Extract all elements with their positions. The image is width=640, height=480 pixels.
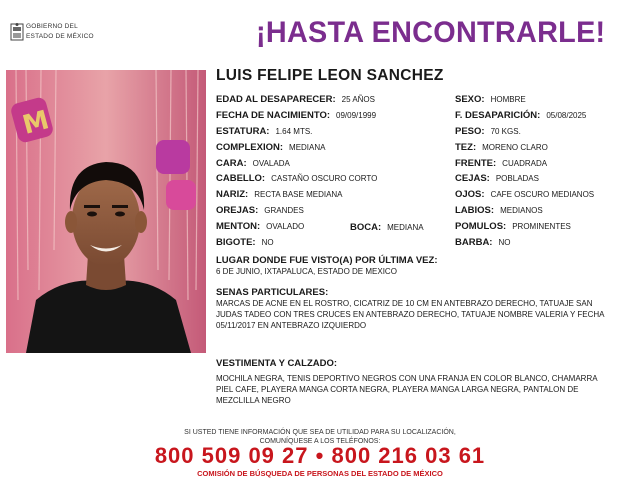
field-value: HOMBRE: [490, 95, 526, 104]
field-value: CUADRADA: [502, 159, 548, 168]
person-name: LUIS FELIPE LEON SANCHEZ: [216, 67, 444, 84]
field-label: CEJAS:: [455, 173, 490, 184]
government-label-line2: ESTADO DE MÉXICO: [26, 33, 94, 40]
field-eyes: [455, 189, 594, 200]
field-label: BOCA:: [350, 222, 382, 233]
clothing-title: VESTIMENTA Y CALZADO:: [216, 358, 338, 369]
field-value: POBLADAS: [495, 174, 539, 183]
field-label: BIGOTE:: [216, 237, 256, 248]
field-value: PROMINENTES: [512, 222, 571, 231]
field-label: FRENTE:: [455, 158, 497, 169]
field-label: OREJAS:: [216, 205, 259, 216]
phone-numbers: [0, 443, 640, 469]
last-seen-text: 6 DE JUNIO, IXTAPALUCA, ESTADO DE MEXICO: [216, 267, 397, 276]
field-value: NO: [261, 238, 274, 247]
field-beard: [455, 237, 510, 248]
field-eyebrows: [455, 173, 539, 184]
field-value: CAFE OSCURO MEDIANOS: [490, 190, 595, 199]
marks-text: MARCAS DE ACNE EN EL ROSTRO, CICATRIZ DE 10 CM EN ANTEBRAZO DERECHO, TATUAJE SAN JUDAS TADEO CON TRES CRUCES EN ANTEBRAZO DERECHO, TATUAJE NOMBRE VALERIA Y FECHA 05/11/2017 EN ANTEBRAZO IZQUIERDO: [216, 299, 605, 330]
field-mouth: [350, 222, 424, 233]
field-sex: [455, 94, 526, 105]
field-birthdate: [216, 110, 376, 121]
phone-number-1: 800 509 09 27: [154, 443, 309, 468]
field-hair: [216, 173, 377, 184]
field-label: ESTATURA:: [216, 126, 270, 137]
clothing-text: MOCHILA NEGRA, TENIS DEPORTIVO NEGROS CON UNA FRANJA EN COLOR BLANCO, CHAMARRA PIEL CAFE, PLAYERA MANGA CORTA NEGRA, PLAYERA MANGA LARGA NEGRA, PANTALON DE MEZCLILLA NEGRO: [216, 374, 598, 405]
field-age: [216, 94, 375, 105]
field-lips: [455, 205, 543, 216]
field-value: MEDIANA: [289, 143, 326, 152]
last-seen-title: LUGAR DONDE FUE VISTO(A) POR ÚLTIMA VEZ:: [216, 255, 438, 266]
field-label: F. DESAPARICIÓN:: [455, 110, 541, 121]
contact-note-line1: SI USTED TIENE INFORMACIÓN QUE SEA DE UTILIDAD PARA SU LOCALIZACIÓN,: [184, 429, 456, 436]
field-height: [216, 126, 312, 137]
field-value: MEDIANA: [387, 223, 424, 232]
field-value: RECTA BASE MEDIANA: [254, 190, 343, 199]
field-nose: [216, 189, 343, 200]
field-value: OVALADA: [252, 159, 290, 168]
field-value: 1.64 MTS.: [275, 127, 313, 136]
field-moustache: [216, 237, 274, 248]
contact-note-line2: COMUNÍQUESE A LOS TELÉFONOS:: [259, 438, 381, 445]
field-label: BARBA:: [455, 237, 493, 248]
field-label: OJOS:: [455, 189, 485, 200]
field-label: PESO:: [455, 126, 485, 137]
field-label: SEXO:: [455, 94, 485, 105]
field-label: CABELLO:: [216, 173, 266, 184]
field-face: [216, 158, 290, 169]
field-disappearance-date: [455, 110, 586, 121]
field-label: TEZ:: [455, 142, 477, 153]
field-value: 09/09/1999: [336, 111, 377, 120]
commission-name: COMISIÓN DE BÚSQUEDA DE PERSONAS DEL ESTADO DE MÉXICO: [197, 469, 443, 478]
field-weight: [455, 126, 521, 137]
field-label: FECHA DE NACIMIENTO:: [216, 110, 330, 121]
field-label: NARIZ:: [216, 189, 249, 200]
government-label-line1: GOBIERNO DEL: [26, 23, 78, 30]
marks-title: SENAS PARTICULARES:: [216, 287, 329, 298]
field-value: MORENO CLARO: [482, 143, 548, 152]
field-label: MENTON:: [216, 221, 261, 232]
field-chin: [216, 221, 304, 232]
field-value: MEDIANOS: [500, 206, 543, 215]
field-value: GRANDES: [264, 206, 304, 215]
field-label: COMPLEXION:: [216, 142, 284, 153]
field-label: POMULOS:: [455, 221, 507, 232]
phone-separator: •: [315, 443, 325, 468]
phone-number-2: 800 216 03 61: [331, 443, 486, 468]
field-cheekbones: [455, 221, 571, 232]
field-ears: [216, 205, 304, 216]
field-value: NO: [498, 238, 511, 247]
field-value: OVALADO: [266, 222, 305, 231]
field-value: 25 AÑOS: [341, 95, 375, 104]
field-skin-tone: [455, 142, 548, 153]
field-label: EDAD AL DESAPARECER:: [216, 94, 336, 105]
field-value: 70 KGS.: [490, 127, 521, 136]
field-label: LABIOS:: [455, 205, 495, 216]
field-value: 05/08/2025: [546, 111, 587, 120]
field-forehead: [455, 158, 547, 169]
svg-text:M: M: [19, 105, 53, 141]
state-seal-icon: [10, 22, 24, 42]
page-headline: ¡HASTA ENCONTRARLE!: [256, 16, 606, 49]
field-complexion: [216, 142, 325, 153]
field-label: CARA:: [216, 158, 247, 169]
field-value: CASTAÑO OSCURO CORTO: [271, 174, 378, 183]
missing-person-photo: [6, 70, 206, 353]
